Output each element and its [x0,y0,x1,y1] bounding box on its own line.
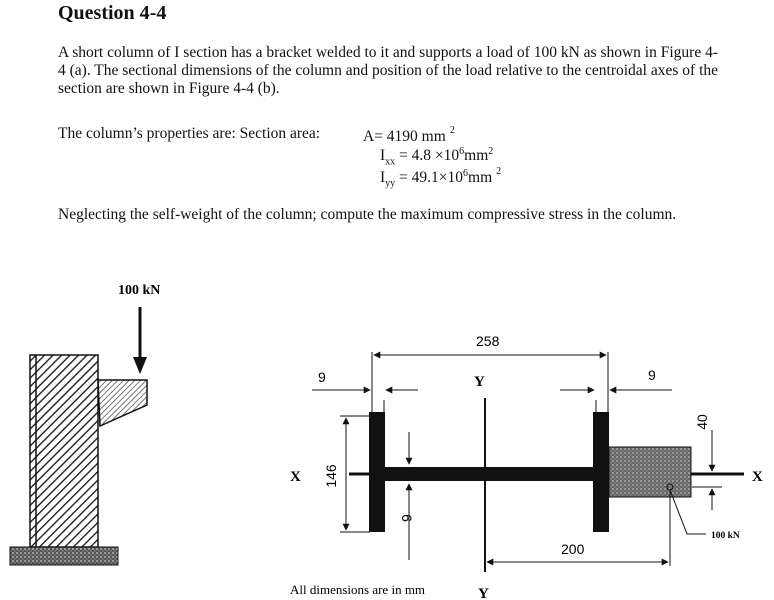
dim-overall-width: 258 [476,333,500,349]
section-area-exponent: 2 [449,125,455,136]
question-heading: Question 4-4 [58,2,167,24]
load-arrow-head [133,357,147,374]
column-base [10,547,118,565]
bracket-plan [609,447,691,497]
axis-y-top: Y [474,374,485,390]
question-text: Neglecting the self-weight of the column; compute the maximum compressive stress in the column. [58,206,677,223]
units-note: All dimensions are in mm [290,582,426,597]
load-label-b: 100 kN [711,531,740,541]
bracket [98,380,147,426]
dim-depth: 146 [323,464,339,488]
dim-offset-y: 40 [694,414,710,430]
right-flange [593,412,609,532]
figure-b-section [280,325,774,600]
column-body [30,355,98,547]
section-area [363,125,455,146]
problem-statement: A short column of I section has a bracket welded to it and supports a load of 100 kN as shown in Figure 4-4 (a). The sectional dimensions of the column and position of the load relative to the centroidal axes of the section are shown in Figure 4-4 (b). [58,44,718,97]
axis-y-bottom: Y [478,586,489,600]
dim-offset-x: 200 [561,541,585,557]
moment-of-inertia-xx: $I_{xx} = 4.8 \times 10^6mm^2$ [380,146,494,168]
moment-of-inertia-yy: $I_{yy} = 49.1\times 10^6mm$ $^2$ [380,166,502,190]
axis-x-right: X [752,469,763,485]
axis-x-left: X [290,469,301,485]
left-flange [369,412,385,532]
dim-flange-left: 9 [318,369,326,385]
web [385,467,593,481]
load-label-a: 100 kN [118,283,161,298]
dim-web: 6 [399,514,415,522]
section-area-value: A= 4190 mm [363,128,446,145]
properties-intro: The column’s properties are: Section area: [58,125,321,142]
figure-a-column-elevation [0,270,170,580]
dim-flange-right: 9 [648,367,656,383]
